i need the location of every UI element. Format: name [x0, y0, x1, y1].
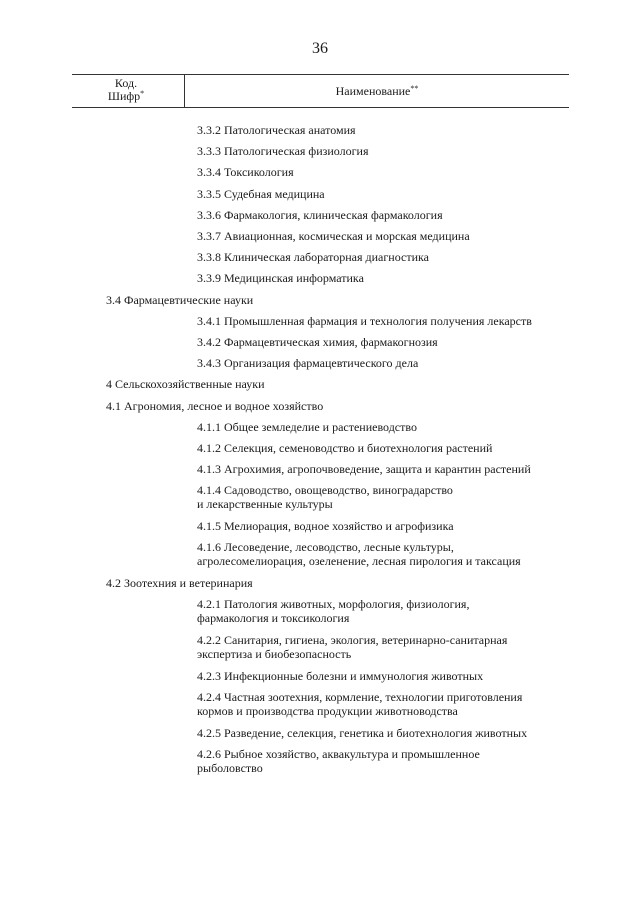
list-item [197, 540, 521, 568]
entry-line: кормов и производства продукции животноводства [197, 704, 458, 719]
table-header [72, 74, 569, 108]
list-item [197, 229, 470, 243]
list-item [197, 271, 364, 285]
entry-line: 3.3.6 Фармакология, клиническая фармакология [197, 207, 443, 222]
entry-line: и лекарственные культуры [197, 497, 333, 512]
entry-line: 4.2.3 Инфекционные болезни и иммунология животных [197, 669, 484, 683]
list-item [197, 669, 483, 683]
section-heading [106, 377, 265, 391]
entry-line: экспертиза и биобезопасность [197, 647, 352, 662]
list-item [197, 519, 454, 533]
entry-line: 4.1.5 Мелиорация, водное хозяйство и агрофизика [197, 519, 454, 534]
entry-line: 3.4.2 Фармацевтическая химия, фармакогнозия [197, 335, 438, 349]
list-item [197, 597, 469, 625]
list-item [197, 726, 527, 740]
entry-line: 3.3.9 Медицинская информатика [197, 271, 364, 286]
code-label: Код. [114, 76, 138, 90]
list-item [197, 441, 492, 455]
entry-line: 3.3.2 Патологическая анатомия [197, 123, 356, 137]
list-item [197, 356, 418, 370]
entry-line: агролесомелиорация, озеленение, лесная пирология и таксация [197, 554, 521, 569]
entry-line: 3.4 Фармацевтические науки [106, 292, 254, 307]
list-item [197, 690, 522, 718]
list-item [197, 314, 532, 328]
list-item [197, 165, 294, 179]
name-column-header [185, 84, 569, 99]
list-item [197, 187, 325, 201]
section-heading [106, 576, 253, 590]
entry-line: рыболовство [197, 761, 263, 776]
list-item [197, 250, 429, 264]
entry-line: 4.1 Агрономия, лесное и водное хозяйство [106, 398, 324, 413]
list-item [197, 208, 443, 222]
entry-line: 3.3.5 Судебная медицина [197, 186, 325, 201]
entry-line: 4.2 Зоотехния и ветеринария [106, 576, 253, 591]
entry-line: 4.1.1 Общее земледелие и растениеводство [197, 419, 417, 434]
section-heading [106, 399, 323, 413]
list-item [197, 144, 368, 158]
list-item [197, 335, 438, 349]
entry-line: 3.4.1 Промышленная фармация и технология получения лекарств [197, 313, 532, 328]
entry-line: 4.2.6 Рыбное хозяйство, аквакультура и промышленное [197, 747, 480, 762]
list-item [197, 123, 356, 137]
entry-line: 4 Сельскохозяйственные науки [106, 377, 265, 392]
cipher-footnote-mark: * [140, 89, 145, 98]
entry-line: 4.1.3 Агрохимия, агропочвоведение, защита и карантин растений [197, 462, 531, 477]
entry-line: 4.2.2 Санитария, гигиена, экология, ветеринарно-санитарная [197, 633, 508, 648]
list-item [197, 633, 507, 661]
list-item [197, 420, 417, 434]
entry-line: 3.4.3 Организация фармацевтического дела [197, 356, 419, 371]
name-footnote-mark: ** [410, 84, 419, 93]
page-number: 36 [312, 40, 328, 57]
entry-line: 4.2.4 Частная зоотехния, кормление, технологии приготовления [197, 690, 523, 705]
code-column-header [72, 77, 180, 103]
list-item [197, 462, 531, 476]
entry-line: 4.1.4 Садоводство, овощеводство, виноградарство [197, 483, 453, 498]
entry-line: 4.2.1 Патология животных, морфология, физиология, [197, 597, 470, 612]
entry-line: фармакология и токсикология [197, 611, 350, 626]
entry-line: 3.3.7 Авиационная, космическая и морская медицина [197, 229, 470, 243]
entry-line: 3.3.4 Токсикология [197, 165, 294, 180]
list-item [197, 483, 453, 511]
entry-line: 3.3.3 Патологическая физиология [197, 144, 369, 159]
name-label: Наименование [335, 84, 411, 98]
section-heading [106, 293, 253, 307]
cipher-label: Шифр [107, 89, 141, 103]
list-item [197, 747, 480, 775]
entry-line: 4.2.5 Разведение, селекция, генетика и биотехнология животных [197, 726, 528, 740]
entry-line: 3.3.8 Клиническая лабораторная диагностика [197, 250, 429, 265]
entry-line: 4.1.2 Селекция, семеноводство и биотехнология растений [197, 441, 493, 455]
entry-line: 4.1.6 Лесоведение, лесоводство, лесные культуры, [197, 540, 454, 555]
